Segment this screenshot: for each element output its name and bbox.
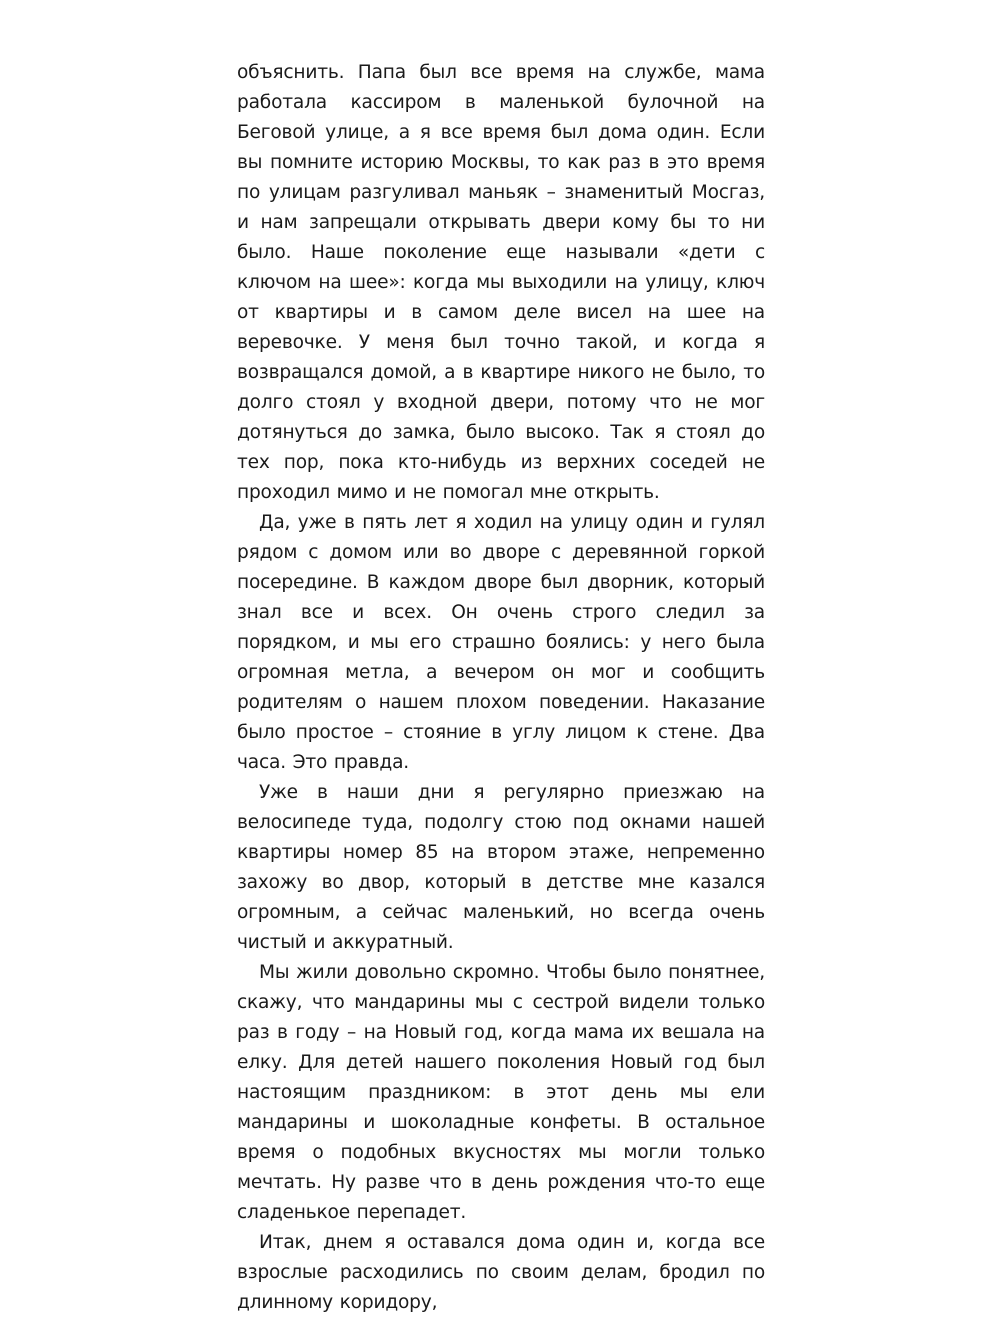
paragraph-2: Да, уже в пять лет я ходил на улицу один и гулял рядом с домом или во дворе с деревянной горкой посередине. В каждом дворе был дворник, который знал все и всех. Он очень строго следил за порядком, и мы его страшно боялись: у него была огромная метла, а вечером он мог и сообщить родителям о нашем плохом поведении. Наказание было простое – стояние в углу лицом к стене. Два часа. Это правда. (237, 512, 765, 773)
paragraph-3: Уже в наши дни я регулярно приезжаю на велосипеде туда, подолгу стою под окнами нашей квартиры номер 85 на втором этаже, непременно захожу во двор, который в детстве мне казался огромным, а сейчас маленький, но всегда очень чистый и аккуратный. (237, 782, 765, 953)
paragraph-4: Мы жили довольно скромно. Чтобы было понятнее, скажу, что мандарины мы с сестрой видели только раз в году – на Новый год, когда мама их вешала на елку. Для детей нашего поколения Новый год был настоящим праздником: в этот день мы ели мандарины и шоколадные конфеты. В остальное время о подобных вкусностях мы могли только мечтать. Ну разве что в день рождения что-то еще сладенькое перепадет. (237, 962, 765, 1223)
paragraph-5: Итак, днем я оставался дома один и, когда все взрослые расходились по своим делам, бродил по длинному коридору, (237, 1232, 765, 1313)
body-text (237, 58, 765, 1318)
paragraph-1: объяснить. Папа был все время на службе, мама работала кассиром в маленькой булочной на Беговой улице, а я все время был дома один. Если вы помните историю Москвы, то как раз в это время по улицам разгуливал маньяк – знаменитый Мосгаз, и нам запрещали открывать двери кому бы то ни было. Наше поколение еще называли «дети с ключом на шее»: когда мы выходили на улицу, ключ от квартиры и в самом деле висел на шее на веревочке. У меня был точно такой, и когда я возвращался домой, а в квартире никого не было, то долго стоял у входной двери, потому что не мог дотянуться до замка, было высоко. Так я стоял до тех пор, пока кто-нибудь из верхних соседей не проходил мимо и не помогал мне открыть. (237, 62, 765, 503)
